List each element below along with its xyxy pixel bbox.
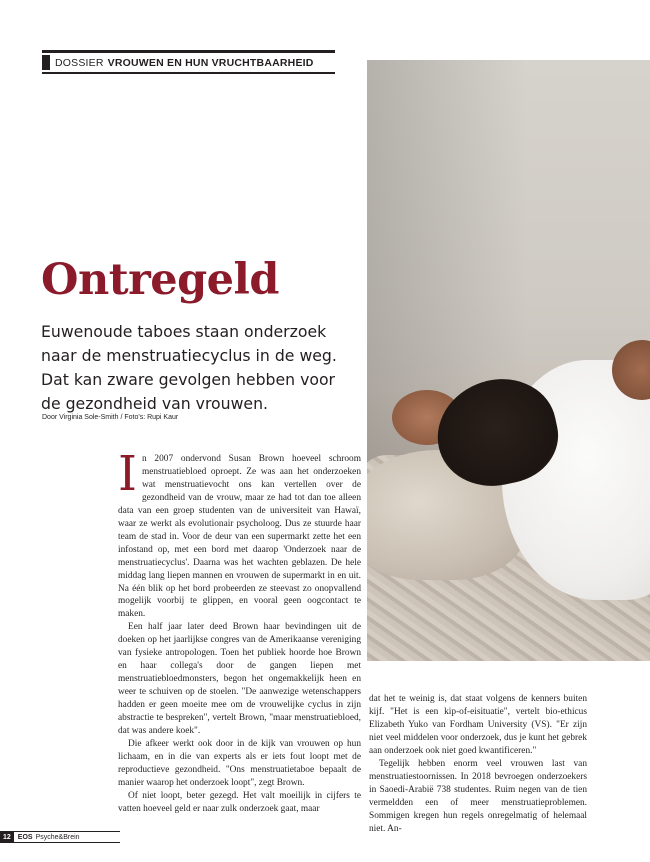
paragraph: dat het te weinig is, dat staat volgens de kenners buiten kijf. "Het is een kip-of-eisituatie", vertelt bio-ethicus Elizabeth Yuko van Fordham University (VS). "Er zijn niet veel middelen voor onderzoek, dus je kunt het gebrek aan onderzoek ook niet goed kwantificeren.": [369, 694, 587, 756]
article-lede: Euwenoude taboes staan onderzoek naar de menstruatiecyclus in de weg. Dat kan zware gevolgen hebben voor de gezondheid van vrouwen.: [41, 322, 337, 413]
paragraph: Of niet loopt, beter gezegd. Het valt moeilijk in cijfers te vatten hoeveel geld er naar zulk onderzoek gaat, maar: [118, 790, 361, 814]
paragraph: Die afkeer werkt ook door in de kijk van vrouwen op hun lichaam, en in die van experts als er iets fout loopt met de reproductieve gezondheid. "Ons menstruatietaboe bepaalt de manier waarop het onderzoek loopt", zegt Brown.: [118, 738, 361, 788]
paragraph: n 2007 ondervond Susan Brown hoeveel schroom menstruatiebloed oproept. Ze was aan het onderzoeken wat menstruatievocht ons kan vertellen over de gezondheid van de vrouw, maar ze had tot dan toe alleen data van een groep studenten van de universiteit van Hawaï, waar ze werkt als evolutionair psycholoog. Dus ze stuurde haar team de stad in. Voor de deur van een supermarkt zette het een infostand op, met een bord met daarop 'Onderzoek naar de menstruatiecyclus'. Daarna was het wachten geblazen. De hele middag lang liepen mannen en vrouwen de supermarkt in en uit. Na één blik op het bord probeerden ze steevast zo onopvallend mogelijk voorbij te glippen, en vooral geen oogcontact te maken.: [118, 454, 361, 620]
drop-cap: I: [118, 446, 137, 502]
dossier-topic: VROUWEN EN HUN VRUCHTBAARHEID: [107, 56, 314, 69]
page-number: 12: [0, 832, 14, 842]
magazine-brand: EOS: [17, 833, 33, 841]
dossier-label: DOSSIER: [55, 56, 104, 69]
body-column-2: [369, 693, 587, 835]
body-column-1: [118, 446, 361, 816]
article-credit: Door Virginia Sole-Smith / Foto's: Rupi Kaur: [42, 414, 179, 421]
header-square-icon: [42, 55, 50, 70]
article-title: Ontregeld: [41, 255, 279, 305]
paragraph: Een half jaar later deed Brown haar bevindingen uit de doeken op het jaarlijkse congres van de Amerikaanse vereniging van fysieke antropologen. Toen het publiek hoorde hoe Brown en haar collega's door de gangen liepen met menstruatiebloedmonsters, begon het ongemakkelijk heen en weer te schuiven op de stoelen. "De aanwezige wetenschappers hadden er geen moeite mee om de vrouwelijke cyclus in zijn abstractie te bespreken", vertelt Brown, "maar menstruatiebloed, dat was andere koek".: [118, 622, 361, 737]
article-photo: [367, 60, 650, 661]
dossier-header: [42, 50, 335, 74]
page-footer: [0, 831, 120, 843]
magazine-section: Psyche&Brein: [35, 833, 80, 841]
paragraph: Tegelijk hebben enorm veel vrouwen last van menstruatiestoornissen. In 2018 bevroegen onderzoekers in Saoedi-Arabië 738 studentes. Ruim negen van de tien vermeldden een of meer menstruatieproblemen. Sommigen kregen hun regels onregelmatig of helemaal niet. An-: [369, 758, 587, 834]
